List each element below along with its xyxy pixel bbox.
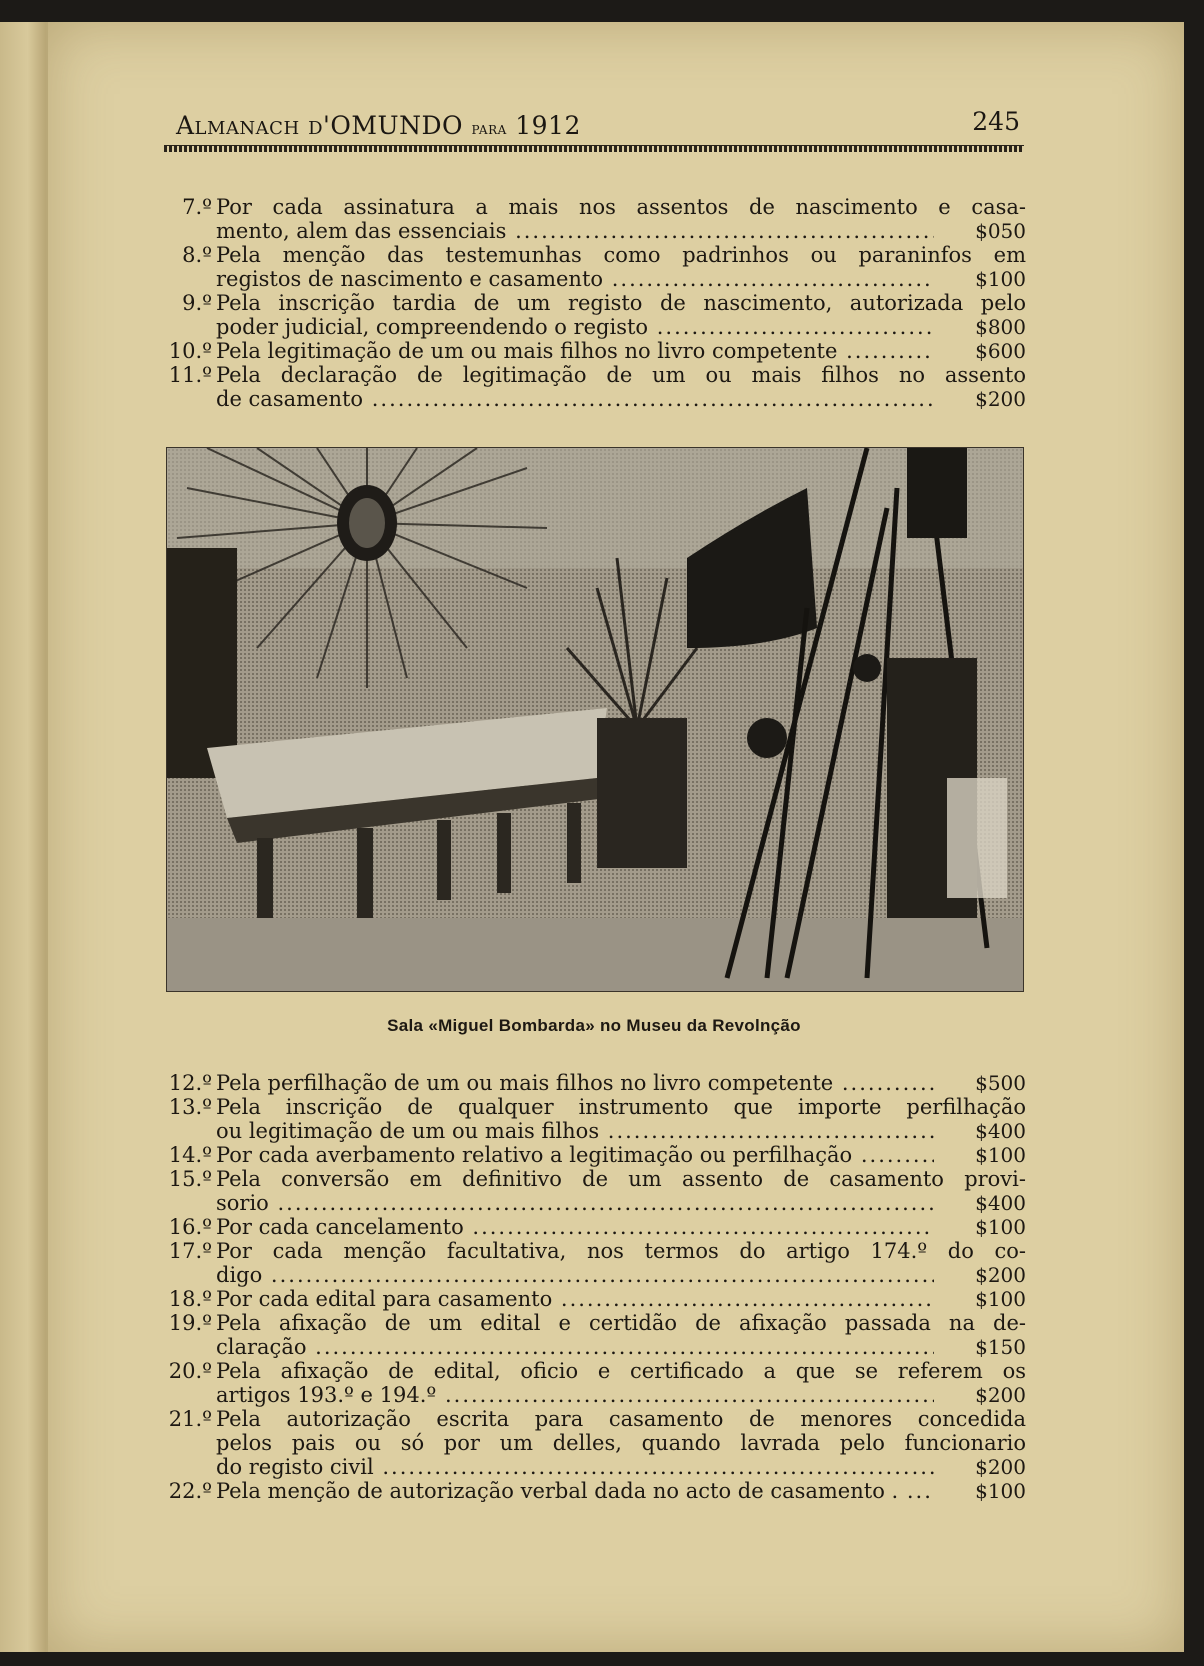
page-left-edge — [0, 22, 46, 1652]
entry-number: 16.º — [168, 1215, 212, 1239]
fee-entry — [160, 1167, 1026, 1215]
entry-text-line: Por cada assinatura a mais nos assentos de nascimento e casa- — [216, 195, 1026, 219]
entry-text-line: Pela declaração de legitimação de um ou mais filhos no assento — [216, 363, 1026, 387]
entry-fee: $400 — [975, 1119, 1026, 1143]
entry-text-final-line: Pela perfilhação de um ou mais filhos no livro competente ..... — [216, 1071, 934, 1095]
entry-text-line: Pela menção das testemunhas como padrinhos ou paraninfos em — [216, 243, 1026, 267]
entry-number: 21.º — [168, 1407, 212, 1431]
entry-text-final-line: de casamento ..... — [216, 387, 934, 411]
entry-number: 7.º — [182, 195, 212, 219]
entry-number: 20.º — [168, 1359, 212, 1383]
entry-text-line: Pela inscrição de qualquer instrumento que importe perfilhação — [216, 1095, 1026, 1119]
entry-number: 15.º — [168, 1167, 212, 1191]
photo-caption: Sala «Miguel Bombarda» no Museu da Revolnção — [387, 1016, 801, 1035]
entry-fee: $800 — [975, 315, 1026, 339]
entry-number: 13.º — [168, 1095, 212, 1119]
entry-text-final-line: ou legitimação de um ou mais filhos ..... — [216, 1119, 934, 1143]
entry-number: 14.º — [168, 1143, 212, 1167]
entry-text-final-line: Pela legitimação de um ou mais filhos no livro competente ..... — [216, 339, 934, 363]
entry-number: 8.º — [182, 243, 212, 267]
entry-fee: $100 — [975, 1215, 1026, 1239]
entry-text-line: Pela afixação de um edital e certidão de afixação passada na de- — [216, 1311, 1026, 1335]
running-header — [176, 107, 1024, 141]
left-drape — [167, 548, 237, 778]
fee-entry — [160, 1215, 1026, 1239]
fee-entry — [160, 291, 1026, 339]
entry-fee: $100 — [975, 1143, 1026, 1167]
entry-text-line: Pela inscrição tardia de um registo de nascimento, autorizada pelo — [216, 291, 1026, 315]
fee-entry — [160, 1239, 1026, 1287]
fee-entry — [160, 195, 1026, 243]
fee-entry — [160, 1359, 1026, 1407]
title-almanach: Almanach — [176, 111, 300, 140]
entry-text-final-line: Por cada averbamento relativo a legitimação ou perfilhação ..... — [216, 1143, 934, 1167]
fee-list-top — [160, 195, 1026, 411]
museum-photograph — [166, 447, 1024, 992]
entry-fee: $050 — [975, 219, 1026, 243]
entry-number: 18.º — [168, 1287, 212, 1311]
entry-fee: $400 — [975, 1191, 1026, 1215]
fee-entry — [160, 1095, 1026, 1143]
entry-number: 19.º — [168, 1311, 212, 1335]
entry-text-final-line: Por cada cancelamento ..... — [216, 1215, 934, 1239]
entry-text-final-line: mento, alem das essenciais ..... — [216, 219, 934, 243]
entry-text-final-line: poder judicial, compreendendo o registo ..... — [216, 315, 934, 339]
entry-text-final-line: artigos 193.º e 194.º ..... — [216, 1383, 934, 1407]
page-number: 245 — [972, 107, 1020, 136]
entry-fee: $200 — [975, 1383, 1026, 1407]
photo-illustration — [167, 448, 1023, 991]
entry-text-line: Pela autorização escrita para casamento de menores concedida — [216, 1407, 1026, 1431]
entry-text-final-line: Pela menção de autorização verbal dada no acto de casamento . ..... — [216, 1479, 934, 1503]
fee-entry — [160, 1479, 1026, 1503]
entry-text-line: Pela conversão em definitivo de um assento de casamento provi- — [216, 1167, 1026, 1191]
fee-entry — [160, 363, 1026, 411]
entry-text-line: pelos pais ou só por um delles, quando lavrada pelo funcionario — [216, 1431, 1026, 1455]
entry-fee: $500 — [975, 1071, 1026, 1095]
title-year: 1912 — [515, 111, 581, 140]
entry-fee: $150 — [975, 1335, 1026, 1359]
fee-entry — [160, 1143, 1026, 1167]
entry-text-final-line: registos de nascimento e casamento ..... — [216, 267, 934, 291]
entry-number: 17.º — [168, 1239, 212, 1263]
fee-entry — [160, 243, 1026, 291]
fee-entry — [160, 1407, 1026, 1479]
fee-entry — [160, 1071, 1026, 1095]
entry-number: 10.º — [168, 339, 212, 363]
entry-text-final-line: do registo civil ..... — [216, 1455, 934, 1479]
entry-text-line: Por cada menção facultativa, nos termos do artigo 174.º do co- — [216, 1239, 1026, 1263]
entry-fee: $100 — [975, 267, 1026, 291]
fee-entry — [160, 1311, 1026, 1359]
entry-number: 12.º — [168, 1071, 212, 1095]
header-rule — [164, 145, 1024, 152]
entry-number: 9.º — [182, 291, 212, 315]
entry-text-final-line: Por cada edital para casamento ..... — [216, 1287, 934, 1311]
entry-fee: $100 — [975, 1287, 1026, 1311]
title-omundo: d'OMUNDO — [308, 111, 463, 140]
entry-text-final-line: digo ..... — [216, 1263, 934, 1287]
fee-entry — [160, 1287, 1026, 1311]
entry-fee: $600 — [975, 339, 1026, 363]
entry-fee: $200 — [975, 1455, 1026, 1479]
entry-fee: $100 — [975, 1479, 1026, 1503]
entry-fee: $200 — [975, 387, 1026, 411]
entry-text-final-line: claração ..... — [216, 1335, 934, 1359]
fee-list-bottom — [160, 1071, 1026, 1503]
entry-number: 22.º — [168, 1479, 212, 1503]
running-title — [176, 111, 581, 140]
entry-text-line: Pela afixação de edital, oficio e certificado a que se referem os — [216, 1359, 1026, 1383]
entry-fee: $200 — [975, 1263, 1026, 1287]
fee-entry — [160, 339, 1026, 363]
title-para: para — [471, 119, 507, 139]
entry-text-final-line: sorio ..... — [216, 1191, 934, 1215]
entry-number: 11.º — [168, 363, 212, 387]
